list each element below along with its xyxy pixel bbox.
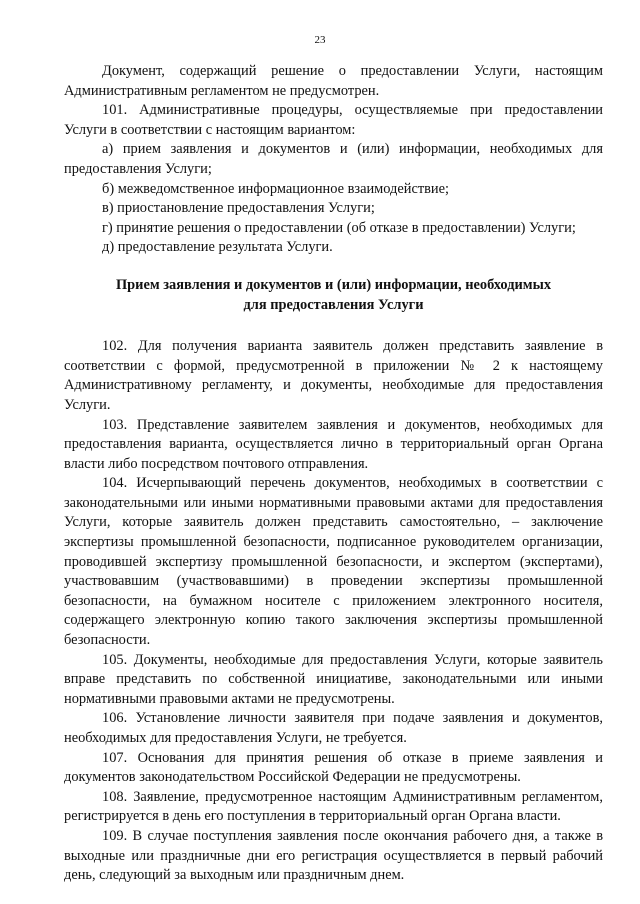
paragraph-108: 108. Заявление, предусмотренное настоящим Административным регламентом, регистрируется в день его поступления в территориальный орган Органа власти.	[64, 788, 603, 825]
section-heading-line-2: для предоставления Услуги	[243, 296, 424, 313]
paragraph-109: 109. В случае поступления заявления после окончания рабочего дня, а также в выходные или праздничные дни его регистрация осуществляется в первый рабочий день, следующий за выходным или праздничным днем.	[64, 827, 603, 884]
list-item-d: д) предоставление результата Услуги.	[102, 239, 333, 256]
list-item-v: в) приостановление предоставления Услуги;	[102, 200, 375, 217]
paragraph-104: 104. Исчерпывающий перечень документов, необходимых в соответствии с законодательными или иными нормативными правовыми актами для предоставления Услуги, которые заявитель должен представить самостоятельно, – заключение экспертизы промышленной безопасности, подписанное руководителем организации, проводившей экспертизу промышленной безопасности, и экспертом (экспертами), участвовавшим (участвовавшими) в проведении экспертизы промышленной безопасности, на бумажном носителе с приложением электронного носителя, содержащего электронную копию такого заключения экспертизы промышленной безопасности.	[64, 475, 603, 649]
paragraph-101: 101. Административные процедуры, осуществляемые при предоставлении Услуги в соответствии с настоящим вариантом:	[64, 102, 603, 138]
paragraph-105: 105. Документы, необходимые для предоставления Услуги, которые заявитель вправе представить по собственной инициативе, законодательными или иными нормативными правовыми актами не предусмотрены.	[64, 651, 603, 707]
paragraph-106: 106. Установление личности заявителя при подаче заявления и документов, необходимых для предоставления Услуги, не требуется.	[64, 710, 603, 746]
document-body	[64, 62, 603, 886]
paragraph-107: 107. Основания для принятия решения об отказе в приеме заявления и документов законодательством Российской Федерации не предусмотрены.	[64, 749, 603, 786]
section-heading-line-1: Прием заявления и документов и (или) информации, необходимых	[115, 276, 552, 293]
list-item-b: б) межведомственное информационное взаимодействие;	[102, 180, 450, 197]
paragraph-result-document: Документ, содержащий решение о предоставлении Услуги, настоящим Административным регламентом не предусмотрен.	[64, 63, 603, 99]
paragraph-102: 102. Для получения варианта заявитель должен представить заявление в соответствии с формой, предусмотренной в приложении № 2 к настоящему Административному регламенту, и документы, необходимые для предоставления Услуги.	[64, 338, 603, 413]
section-heading	[64, 276, 603, 315]
paragraph-103: 103. Представление заявителем заявления и документов, необходимых для предоставления варианта, осуществляется лично в территориальный орган Органа власти либо посредством почтового отправления.	[64, 416, 603, 472]
list-item-g: г) принятие решения о предоставлении (об отказе в предоставлении) Услуги;	[102, 219, 576, 236]
list-item-a: а) прием заявления и документов и (или) информации, необходимых для предоставления Услуги;	[64, 141, 603, 177]
page-number: 23	[314, 34, 326, 46]
